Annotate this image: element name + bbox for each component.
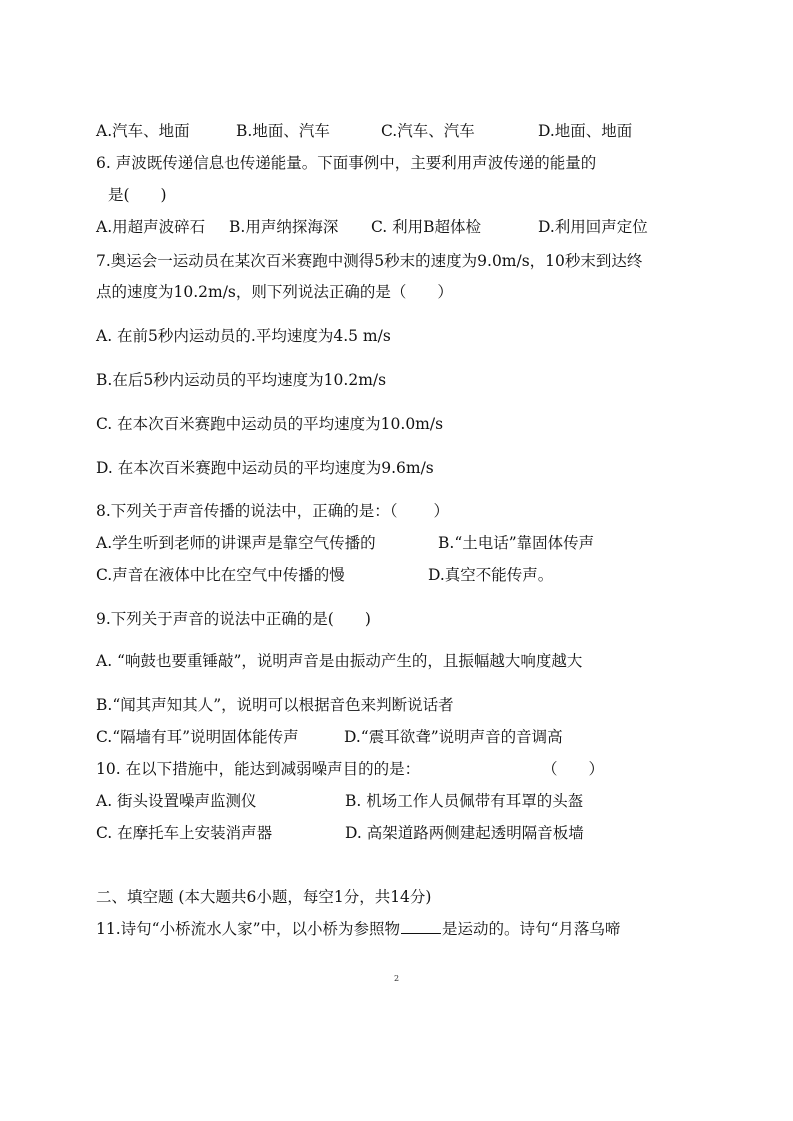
q10-option-a: A. 街头设置噪声监测仪 — [96, 792, 257, 810]
q5-option-a: A.汽车、地面 — [96, 122, 190, 140]
q6-option-a: A.用超声波碎石 — [96, 218, 206, 236]
q5-option-c: C.汽车、汽车 — [381, 122, 475, 140]
q9-stem: 9.下列关于声音的说法中正确的是( ) — [96, 610, 371, 628]
q7-stem-line2: 点的速度为10.2m/s，则下列说法正确的是（ ） — [96, 283, 453, 301]
q9-option-b: B.“闻其声知其人”，说明可以根据音色来判断说话者 — [96, 696, 454, 714]
q6-stem-line2: 是( ) — [108, 186, 167, 204]
q7-option-b: B.在后5秒内运动员的平均速度为10.2m/s — [96, 371, 387, 389]
q8-options-row1 — [96, 532, 696, 554]
q6-options-row — [96, 216, 696, 238]
q6-option-d: D.利用回声定位 — [538, 218, 648, 236]
q8-stem: 8.下列关于声音传播的说法中，正确的是：（ ） — [96, 502, 449, 520]
q9-option-d: D.“震耳欲聋”说明声音的音调高 — [344, 728, 563, 746]
q11-answer-blank[interactable] — [401, 919, 441, 934]
q10-answer-bracket: （ ） — [542, 760, 605, 778]
q9-options-row-cd — [96, 726, 696, 748]
q7-option-d: D. 在本次百米赛跑中运动员的平均速度为9.6m/s — [96, 459, 434, 477]
q10-stem-row — [96, 758, 696, 780]
q10-option-b: B. 机场工作人员佩带有耳罩的头盔 — [345, 792, 584, 810]
q8-option-a: A.学生听到老师的讲课声是靠空气传播的 — [96, 534, 376, 552]
q11-stem — [96, 918, 620, 940]
q5-option-d: D.地面、地面 — [538, 122, 633, 140]
q10-options-row2 — [96, 822, 696, 844]
q6-option-c: C. 利用B超体检 — [371, 218, 482, 236]
q10-option-c: C. 在摩托车上安装消声器 — [96, 824, 273, 842]
q6-stem-line1: 6. 声波既传递信息也传递能量。下面事例中，主要利用声波传递的能量的 — [96, 154, 597, 172]
q10-option-d: D. 高架道路两侧建起透明隔音板墙 — [345, 824, 584, 842]
section2-title: 二、填空题 (本大题共6小题，每空1分，共14分) — [96, 888, 432, 906]
q8-option-c: C.声音在液体中比在空气中传播的慢 — [96, 566, 345, 584]
q11-text-part1: 11.诗句“小桥流水人家”中，以小桥为参照物 — [96, 920, 400, 938]
q10-stem: 10. 在以下措施中，能达到减弱噪声目的的是： — [96, 760, 421, 778]
q8-option-b: B.“土电话”靠固体传声 — [438, 534, 595, 552]
q8-options-row2 — [96, 564, 696, 586]
page-number: 2 — [394, 974, 400, 983]
q7-option-c: C. 在本次百米赛跑中运动员的平均速度为10.0m/s — [96, 415, 444, 433]
q8-option-d: D.真空不能传声。 — [428, 566, 554, 584]
q7-option-a: A. 在前5秒内运动员的.平均速度为4.5 m/s — [96, 327, 391, 345]
q11-text-part2: 是运动的。诗句“月落乌啼 — [442, 920, 621, 938]
q10-options-row1 — [96, 790, 696, 812]
q9-option-a: A. “响鼓也要重锤敲”，说明声音是由振动产生的，且振幅越大响度越大 — [96, 652, 583, 670]
q9-option-c: C.“隔墙有耳”说明固体能传声 — [96, 728, 299, 746]
q7-stem-line1: 7.奥运会一运动员在某次百米赛跑中测得5秒末的速度为9.0m/s，10秒末到达终 — [96, 252, 643, 270]
q5-option-b: B.地面、汽车 — [236, 122, 330, 140]
q5-options-row — [96, 120, 696, 142]
q6-option-b: B.用声纳探海深 — [229, 218, 339, 236]
